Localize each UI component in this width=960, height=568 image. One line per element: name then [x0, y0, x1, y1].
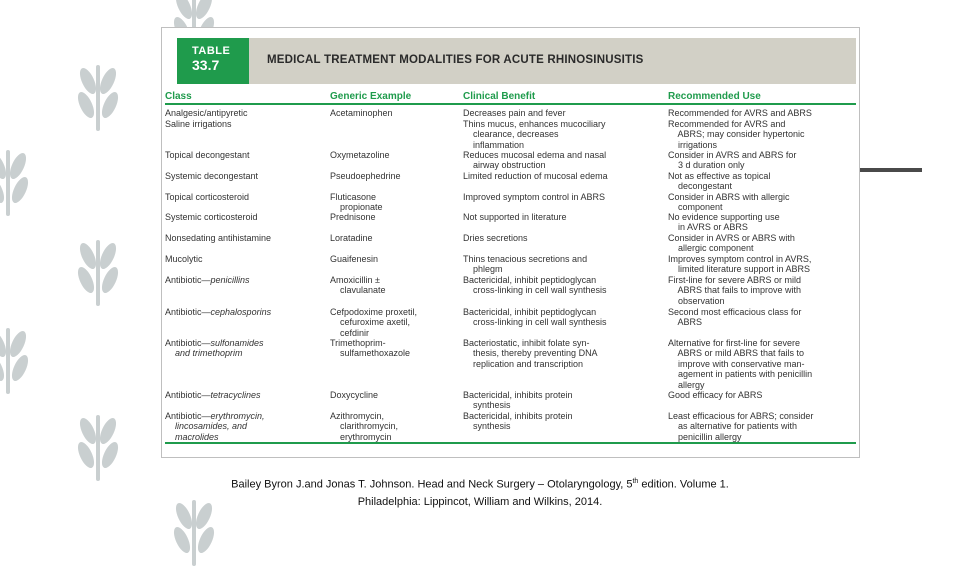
cell-benefit: Bactericidal, inhibit peptidoglycan cross-linking in cell wall synthesis — [463, 307, 607, 328]
citation-caption — [160, 473, 800, 511]
cell-class-prefix: Antibiotic— — [165, 411, 211, 421]
cell-generic: Doxycycline — [330, 390, 379, 400]
column-header-use: Recommended Use — [668, 91, 761, 102]
leaf-decoration-icon — [0, 140, 30, 218]
cell-use: Improves symptom control in AVRS, limited literature support in ABRS — [668, 254, 812, 275]
cell-class — [165, 411, 265, 442]
table-badge-number: 33.7 — [192, 57, 220, 73]
cell-benefit: Thins tenacious secretions and phlegm — [463, 254, 588, 275]
cell-use: Consider in ABRS with allergic component — [668, 192, 790, 213]
table-title: MEDICAL TREATMENT MODALITIES FOR ACUTE RHINOSINUSITIS — [267, 54, 644, 66]
cell-class: Analgesic/antipyretic — [165, 108, 248, 118]
citation-line-1 — [160, 473, 800, 494]
cell-use: First-line for severe ABRS or mild ABRS that fails to improve with observation — [668, 275, 802, 306]
cell-generic: Guaifenesin — [330, 254, 379, 264]
column-header-class: Class — [165, 91, 192, 102]
cell-class-prefix: Antibiotic— — [165, 390, 211, 400]
cell-benefit: Improved symptom control in ABRS — [463, 192, 606, 202]
table-badge — [177, 38, 249, 84]
cell-use: Recommended for AVRS and ABRS — [668, 108, 812, 118]
cell-class: Topical corticosteroid — [165, 192, 250, 202]
cell-benefit: Not supported in literature — [463, 212, 567, 222]
cell-use: No evidence supporting use in AVRS or ABRS — [668, 212, 780, 233]
cell-class: Mucolytic — [165, 254, 203, 264]
cell-generic: Acetaminophen — [330, 108, 393, 118]
column-header-benefit: Clinical Benefit — [463, 91, 536, 102]
decorative-dash — [860, 168, 922, 172]
cell-class-prefix: Antibiotic— — [165, 275, 211, 285]
cell-class: Topical decongestant — [165, 150, 250, 160]
cell-use: Alternative for first-line for severe ABRS or mild ABRS that fails to improve with conservative man- agement in patients with penicillin allergy — [668, 338, 813, 390]
cell-use: Good efficacy for ABRS — [668, 390, 763, 400]
cell-class — [165, 307, 271, 317]
cell-generic: Azithromycin, clarithromycin, erythromycin — [330, 411, 399, 442]
cell-benefit: Thins mucus, enhances mucociliary clearance, decreases inflammation — [463, 119, 606, 150]
cell-use: Not as effective as topical decongestant — [668, 171, 771, 192]
cell-class: Systemic corticosteroid — [165, 212, 258, 222]
leaf-decoration-icon — [0, 318, 30, 396]
citation-line-1-end: edition. Volume 1. — [638, 478, 729, 491]
cell-use: Consider in AVRS and ABRS for 3 d duration only — [668, 150, 797, 171]
cell-use: Consider in AVRS or ABRS with allergic component — [668, 233, 795, 254]
cell-benefit: Reduces mucosal edema and nasal airway obstruction — [463, 150, 607, 171]
cell-class-italic: erythromycin, lincosamides, and macrolides — [175, 411, 265, 442]
cell-use: Least efficacious for ABRS; consider as alternative for patients with penicillin allergy — [668, 411, 814, 442]
cell-class-prefix: Antibiotic— — [165, 338, 211, 348]
cell-use: Recommended for AVRS and ABRS; may consider hypertonic irrigations — [668, 119, 805, 150]
cell-class — [165, 338, 264, 359]
table-header-band — [177, 38, 856, 84]
cell-class: Systemic decongestant — [165, 171, 259, 181]
leaf-decoration-icon — [76, 405, 120, 483]
cell-generic: Loratadine — [330, 233, 373, 243]
citation-superscript: th — [632, 478, 639, 485]
cell-generic: Pseudoephedrine — [330, 171, 401, 181]
cell-benefit: Dries secretions — [463, 233, 528, 243]
cell-class: Nonsedating antihistamine — [165, 233, 272, 243]
citation-line-2: Philadelphia: Lippincot, William and Wilkins, 2014. — [357, 495, 603, 508]
cell-use: Second most efficacious class for ABRS — [668, 307, 802, 328]
leaf-decoration-icon — [76, 230, 120, 308]
cell-benefit: Bacteriostatic, inhibit folate syn- thesis, thereby preventing DNA replication and transcription — [463, 338, 598, 369]
table-bottom-rule — [165, 442, 856, 444]
cell-generic: Amoxicillin ± clavulanate — [330, 275, 386, 296]
cell-class-italic: tetracyclines — [210, 390, 261, 400]
citation-line-1-text: Bailey Byron J.and Jonas T. Johnson. Head and Neck Surgery – Otolaryngology, 5 — [231, 478, 633, 491]
cell-class — [165, 275, 250, 285]
cell-benefit: Bactericidal, inhibit peptidoglycan cross-linking in cell wall synthesis — [463, 275, 607, 296]
cell-generic: Cefpodoxime proxetil, cefuroxime axetil, cefdinir — [330, 307, 418, 338]
cell-class-italic: sulfonamides and trimethoprim — [175, 338, 264, 359]
cell-generic: Fluticasone propionate — [330, 192, 383, 213]
cell-benefit: Bactericidal, inhibits protein synthesis — [463, 390, 573, 411]
leaf-decoration-icon — [76, 55, 120, 133]
cell-class-prefix: Antibiotic— — [165, 307, 211, 317]
cell-class-italic: penicillins — [210, 275, 250, 285]
cell-class-italic: cephalosporins — [210, 307, 272, 317]
cell-generic: Oxymetazoline — [330, 150, 390, 160]
table-badge-word: TABLE — [192, 45, 231, 57]
cell-benefit: Limited reduction of mucosal edema — [463, 171, 608, 181]
table-image — [161, 27, 860, 458]
header-rule — [165, 103, 856, 105]
cell-generic: Prednisone — [330, 212, 376, 222]
cell-benefit: Bactericidal, inhibits protein synthesis — [463, 411, 573, 432]
cell-class: Saline irrigations — [165, 119, 232, 129]
cell-class — [165, 390, 261, 400]
column-header-generic: Generic Example — [330, 91, 412, 102]
cell-generic: Trimethoprim- sulfamethoxazole — [330, 338, 411, 359]
cell-benefit: Decreases pain and fever — [463, 108, 566, 118]
